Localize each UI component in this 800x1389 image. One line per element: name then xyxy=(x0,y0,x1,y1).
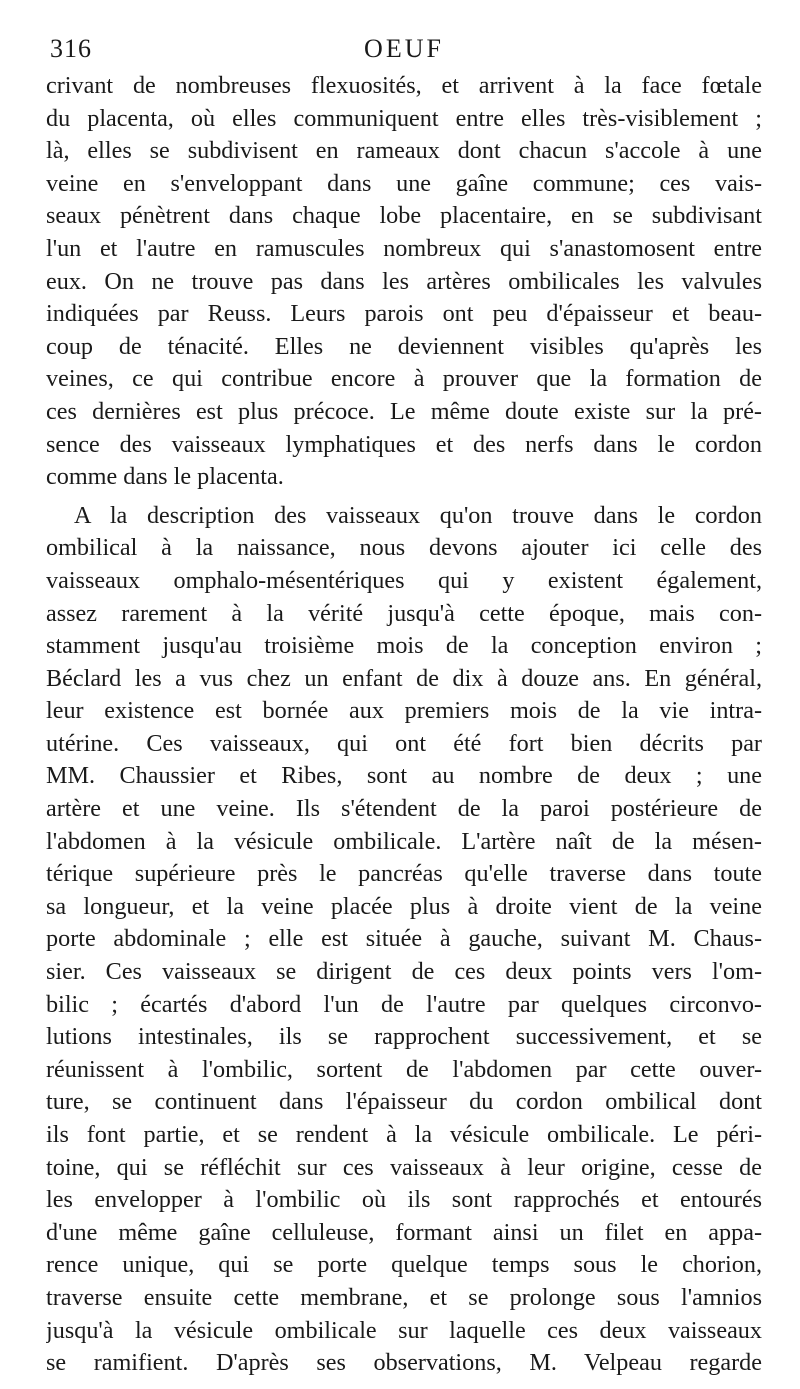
text-line: A la description des vaisseaux qu'on trouve dans le cordon xyxy=(74,501,762,529)
running-title: OEUF xyxy=(364,34,444,63)
text-line: assez rarement à la vérité jusqu'à cette époque, mais con- xyxy=(46,599,762,627)
text-line: ils font partie, et se rendent à la vésicule ombilicale. Le péri- xyxy=(46,1121,762,1148)
text-line: ture, se continuent dans l'épaisseur du cordon ombilical dont xyxy=(46,1088,762,1116)
text-line: seaux pénètrent dans chaque lobe placentaire, en se subdivisant xyxy=(46,202,762,230)
text-line: rence unique, qui se porte quelque temps sous le chorion, xyxy=(46,1251,762,1279)
text-line: artère et une veine. Ils s'étendent de la paroi postérieure de xyxy=(46,795,762,823)
text-line: crivant de nombreuses flexuosités, et arrivent à la face fœtale xyxy=(46,72,762,99)
text-line: térique supérieure près le pancréas qu'elle traverse dans toute xyxy=(46,860,762,888)
text-line: veine en s'enveloppant dans une gaîne commune; ces vais- xyxy=(46,169,762,197)
text-line: sier. Ces vaisseaux se dirigent de ces deux points vers l'om- xyxy=(46,958,762,986)
text-line: traverse ensuite cette membrane, et se prolonge sous l'amnios xyxy=(46,1283,762,1311)
paragraph-1 xyxy=(46,70,762,494)
text-line: MM. Chaussier et Ribes, sont au nombre de deux ; une xyxy=(46,762,762,790)
text-line: du placenta, où elles communiquent entre elles très-visiblement ; xyxy=(46,104,762,132)
paragraph-2 xyxy=(46,500,762,1380)
text-line: stamment jusqu'au troisième mois de la conception environ ; xyxy=(46,632,762,660)
text-line: se ramifient. D'après ses observations, M. Velpeau regarde xyxy=(46,1349,762,1377)
text-line: d'une même gaîne celluleuse, formant ainsi un filet en appa- xyxy=(46,1218,762,1246)
text-line: réunissent à l'ombilic, sortent de l'abdomen par cette ouver- xyxy=(46,1055,762,1083)
text-line: bilic ; écartés d'abord l'un de l'autre par quelques circonvo- xyxy=(46,990,762,1018)
text-line: ces dernières est plus précoce. Le même doute existe sur la pré- xyxy=(46,397,762,425)
body-text xyxy=(46,70,762,1380)
text-line: utérine. Ces vaisseaux, qui ont été fort bien décrits par xyxy=(46,729,762,757)
text-line: coup de ténacité. Elles ne deviennent visibles qu'après les xyxy=(46,332,762,360)
text-line: l'abdomen à la vésicule ombilicale. L'artère naît de la mésen- xyxy=(46,827,762,855)
text-line: ombilical à la naissance, nous devons ajouter ici celle des xyxy=(46,534,762,562)
text-line: comme dans le placenta. xyxy=(46,463,284,491)
page-number: 316 xyxy=(50,34,92,63)
text-line: eux. On ne trouve pas dans les artères ombilicales les valvules xyxy=(46,267,762,295)
page-header xyxy=(46,34,762,70)
text-line: l'un et l'autre en ramuscules nombreux qui s'anastomosent entre xyxy=(46,234,762,262)
text-line: jusqu'à la vésicule ombilicale sur laquelle ces deux vaisseaux xyxy=(46,1316,762,1344)
text-line: les envelopper à l'ombilic où ils sont rapprochés et entourés xyxy=(46,1186,762,1214)
text-line: leur existence est bornée aux premiers mois de la vie intra- xyxy=(46,697,762,725)
text-line: Béclard les a vus chez un enfant de dix à douze ans. En général, xyxy=(46,664,762,692)
text-line: veines, ce qui contribue encore à prouver que la formation de xyxy=(46,365,762,393)
text-line: toine, qui se réfléchit sur ces vaisseaux à leur origine, cesse de xyxy=(46,1153,762,1181)
text-line: porte abdominale ; elle est située à gauche, suivant M. Chaus- xyxy=(46,925,762,953)
text-line: sence des vaisseaux lymphatiques et des nerfs dans le cordon xyxy=(46,430,762,458)
text-line: indiquées par Reuss. Leurs parois ont peu d'épaisseur et beau- xyxy=(46,300,762,328)
text-line: lutions intestinales, ils se rapprochent successivement, et se xyxy=(46,1023,762,1051)
text-line: sa longueur, et la veine placée plus à droite vient de la veine xyxy=(46,892,762,920)
text-line: vaisseaux omphalo-mésentériques qui y existent également, xyxy=(46,566,762,594)
text-line: là, elles se subdivisent en rameaux dont chacun s'accole à une xyxy=(46,137,762,165)
